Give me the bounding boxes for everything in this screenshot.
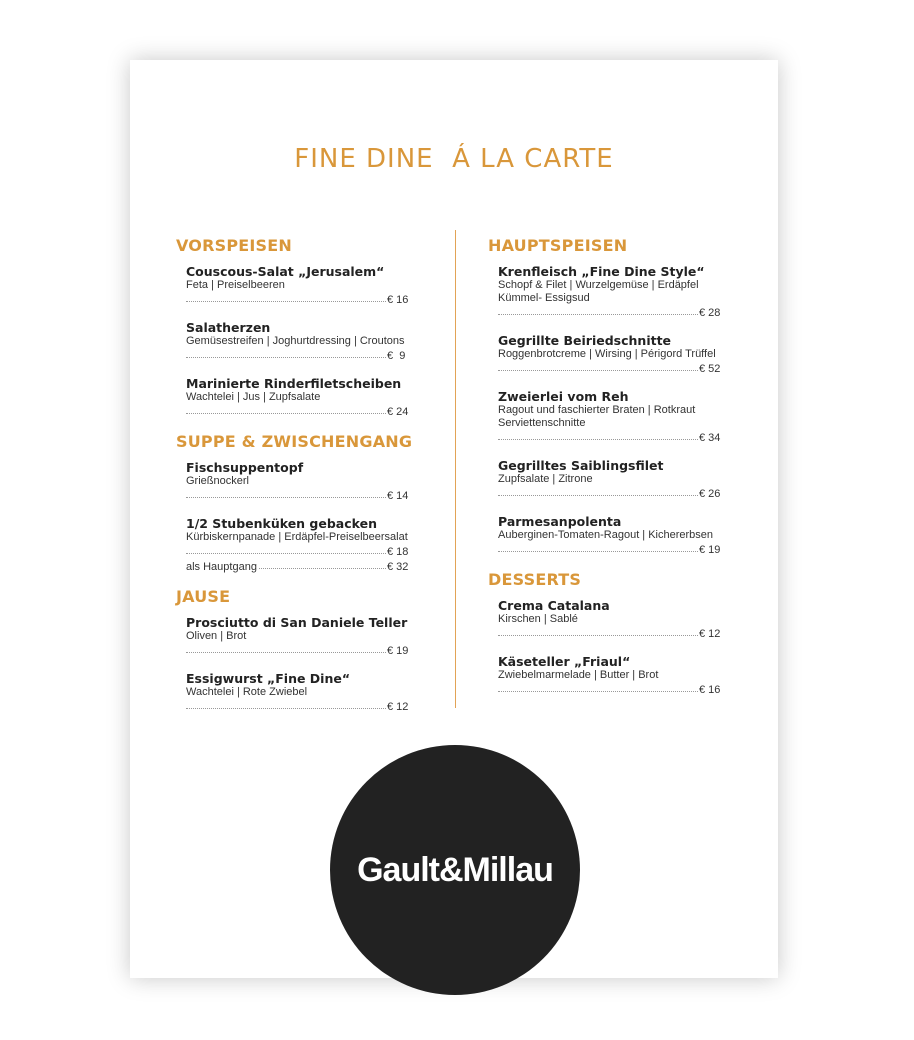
menu-title: FINE DINE Á LA CARTE — [294, 144, 614, 174]
menu-item — [186, 320, 416, 363]
dotted-leader — [498, 551, 698, 552]
section-heading: HAUPTSPEISEN — [488, 236, 628, 255]
price-line — [186, 405, 416, 419]
dish-price: € 26 — [699, 488, 721, 500]
menu-item — [498, 264, 736, 320]
menu-item — [186, 615, 416, 658]
dish-price: € 14 — [387, 490, 409, 502]
dish-description: Serviettenschnitte — [498, 417, 586, 429]
right-column — [488, 236, 736, 710]
dish-description: Kirschen | Sablé — [498, 613, 578, 625]
menu-section — [176, 236, 416, 419]
price-line — [186, 293, 416, 307]
dish-price: € 19 — [699, 544, 721, 556]
menu-section — [176, 432, 416, 574]
dish-name: Couscous-Salat „Jerusalem“ — [186, 264, 385, 279]
price-line — [498, 362, 736, 376]
dish-price: € 16 — [699, 684, 721, 696]
extra-label: als Hauptgang — [186, 561, 257, 573]
dotted-leader — [498, 439, 698, 440]
left-column — [176, 236, 416, 727]
dish-price: € 12 — [387, 701, 409, 713]
menu-item — [498, 598, 736, 641]
gault-millau-logo — [330, 745, 580, 995]
logo-text: Gault&Millau — [357, 850, 553, 889]
dish-price: € 16 — [387, 294, 409, 306]
price-line-extra — [186, 560, 416, 574]
dish-description: Zwiebelmarmelade | Butter | Brot — [498, 669, 659, 681]
dish-price: € 28 — [699, 307, 721, 319]
price-line — [498, 306, 736, 320]
menu-item — [498, 458, 736, 501]
dish-name: Marinierte Rinderfiletscheiben — [186, 376, 402, 391]
dish-name: Salatherzen — [186, 320, 271, 335]
section-heading: SUPPE & ZWISCHENGANG — [176, 432, 413, 451]
dish-price: € 52 — [699, 363, 721, 375]
dotted-leader — [498, 635, 698, 636]
dotted-leader — [186, 413, 386, 414]
menu-item — [498, 514, 736, 557]
menu-item — [186, 376, 416, 419]
dish-name: Fischsuppentopf — [186, 460, 304, 475]
price-line — [186, 349, 416, 363]
menu-section — [488, 236, 736, 557]
menu-section — [488, 570, 736, 697]
dish-description: Kümmel- Essigsud — [498, 292, 590, 304]
menu-item — [498, 389, 736, 445]
price-line — [498, 683, 736, 697]
dish-price: € 34 — [699, 432, 721, 444]
dotted-leader — [186, 497, 386, 498]
menu-item — [498, 654, 736, 697]
dish-description: Oliven | Brot — [186, 630, 247, 642]
price-line — [186, 545, 416, 559]
section-heading: JAUSE — [176, 587, 231, 606]
price-line — [186, 644, 416, 658]
menu-item — [498, 333, 736, 376]
dish-name: Gegrillte Beiriedschnitte — [498, 333, 672, 348]
dotted-leader — [186, 708, 386, 709]
menu-item — [186, 671, 416, 714]
dish-name: Krenfleisch „Fine Dine Style“ — [498, 264, 705, 279]
dish-description: Roggenbrotcreme | Wirsing | Périgord Trüffel — [498, 348, 716, 360]
menu-item — [186, 516, 416, 574]
dish-price: € 18 — [387, 546, 409, 558]
price-line — [498, 487, 736, 501]
dish-price: € 19 — [387, 645, 409, 657]
section-heading: VORSPEISEN — [176, 236, 292, 255]
dish-name: Zweierlei vom Reh — [498, 389, 629, 404]
column-divider — [455, 230, 456, 708]
dish-price: € 24 — [387, 406, 409, 418]
section-heading: DESSERTS — [488, 570, 582, 589]
price-line — [498, 543, 736, 557]
dish-name: Parmesanpolenta — [498, 514, 622, 529]
dish-description: Grießnockerl — [186, 475, 249, 487]
dish-name: Käseteller „Friaul“ — [498, 654, 631, 669]
dish-description: Ragout und faschierter Braten | Rotkraut — [498, 404, 696, 416]
dotted-leader — [498, 691, 698, 692]
dish-description: Wachtelei | Jus | Zupfsalate — [186, 391, 321, 403]
dish-description: Zupfsalate | Zitrone — [498, 473, 593, 485]
menu-item — [186, 460, 416, 503]
dotted-leader — [186, 301, 386, 302]
dotted-leader — [186, 652, 386, 653]
dish-description: Auberginen-Tomaten-Ragout | Kichererbsen — [498, 529, 714, 541]
dish-description: Gemüsestreifen | Joghurtdressing | Croutons — [186, 335, 405, 347]
dotted-leader — [498, 314, 698, 315]
dish-price: € 12 — [699, 628, 721, 640]
dish-price-extra: € 32 — [387, 561, 409, 573]
dish-description: Schopf & Filet | Wurzelgemüse | Erdäpfel — [498, 279, 699, 291]
price-line — [498, 627, 736, 641]
price-line — [498, 431, 736, 445]
dish-name: Crema Catalana — [498, 598, 610, 613]
dish-name: Essigwurst „Fine Dine“ — [186, 671, 351, 686]
dish-description: Kürbiskernpanade | Erdäpfel-Preiselbeersalat — [186, 531, 408, 543]
dotted-leader — [186, 553, 386, 554]
dish-description: Wachtelei | Rote Zwiebel — [186, 686, 308, 698]
dish-description: Feta | Preiselbeeren — [186, 279, 285, 291]
dish-name: 1/2 Stubenküken gebacken — [186, 516, 378, 531]
dish-name: Gegrilltes Saiblingsfilet — [498, 458, 664, 473]
menu-section — [176, 587, 416, 714]
dotted-leader — [498, 370, 698, 371]
dotted-leader — [186, 357, 386, 358]
price-line — [186, 489, 416, 503]
menu-item — [186, 264, 416, 307]
price-line — [186, 700, 416, 714]
dish-price: € 9 — [387, 350, 406, 362]
dotted-leader — [498, 495, 698, 496]
dish-name: Prosciutto di San Daniele Teller — [186, 615, 408, 630]
